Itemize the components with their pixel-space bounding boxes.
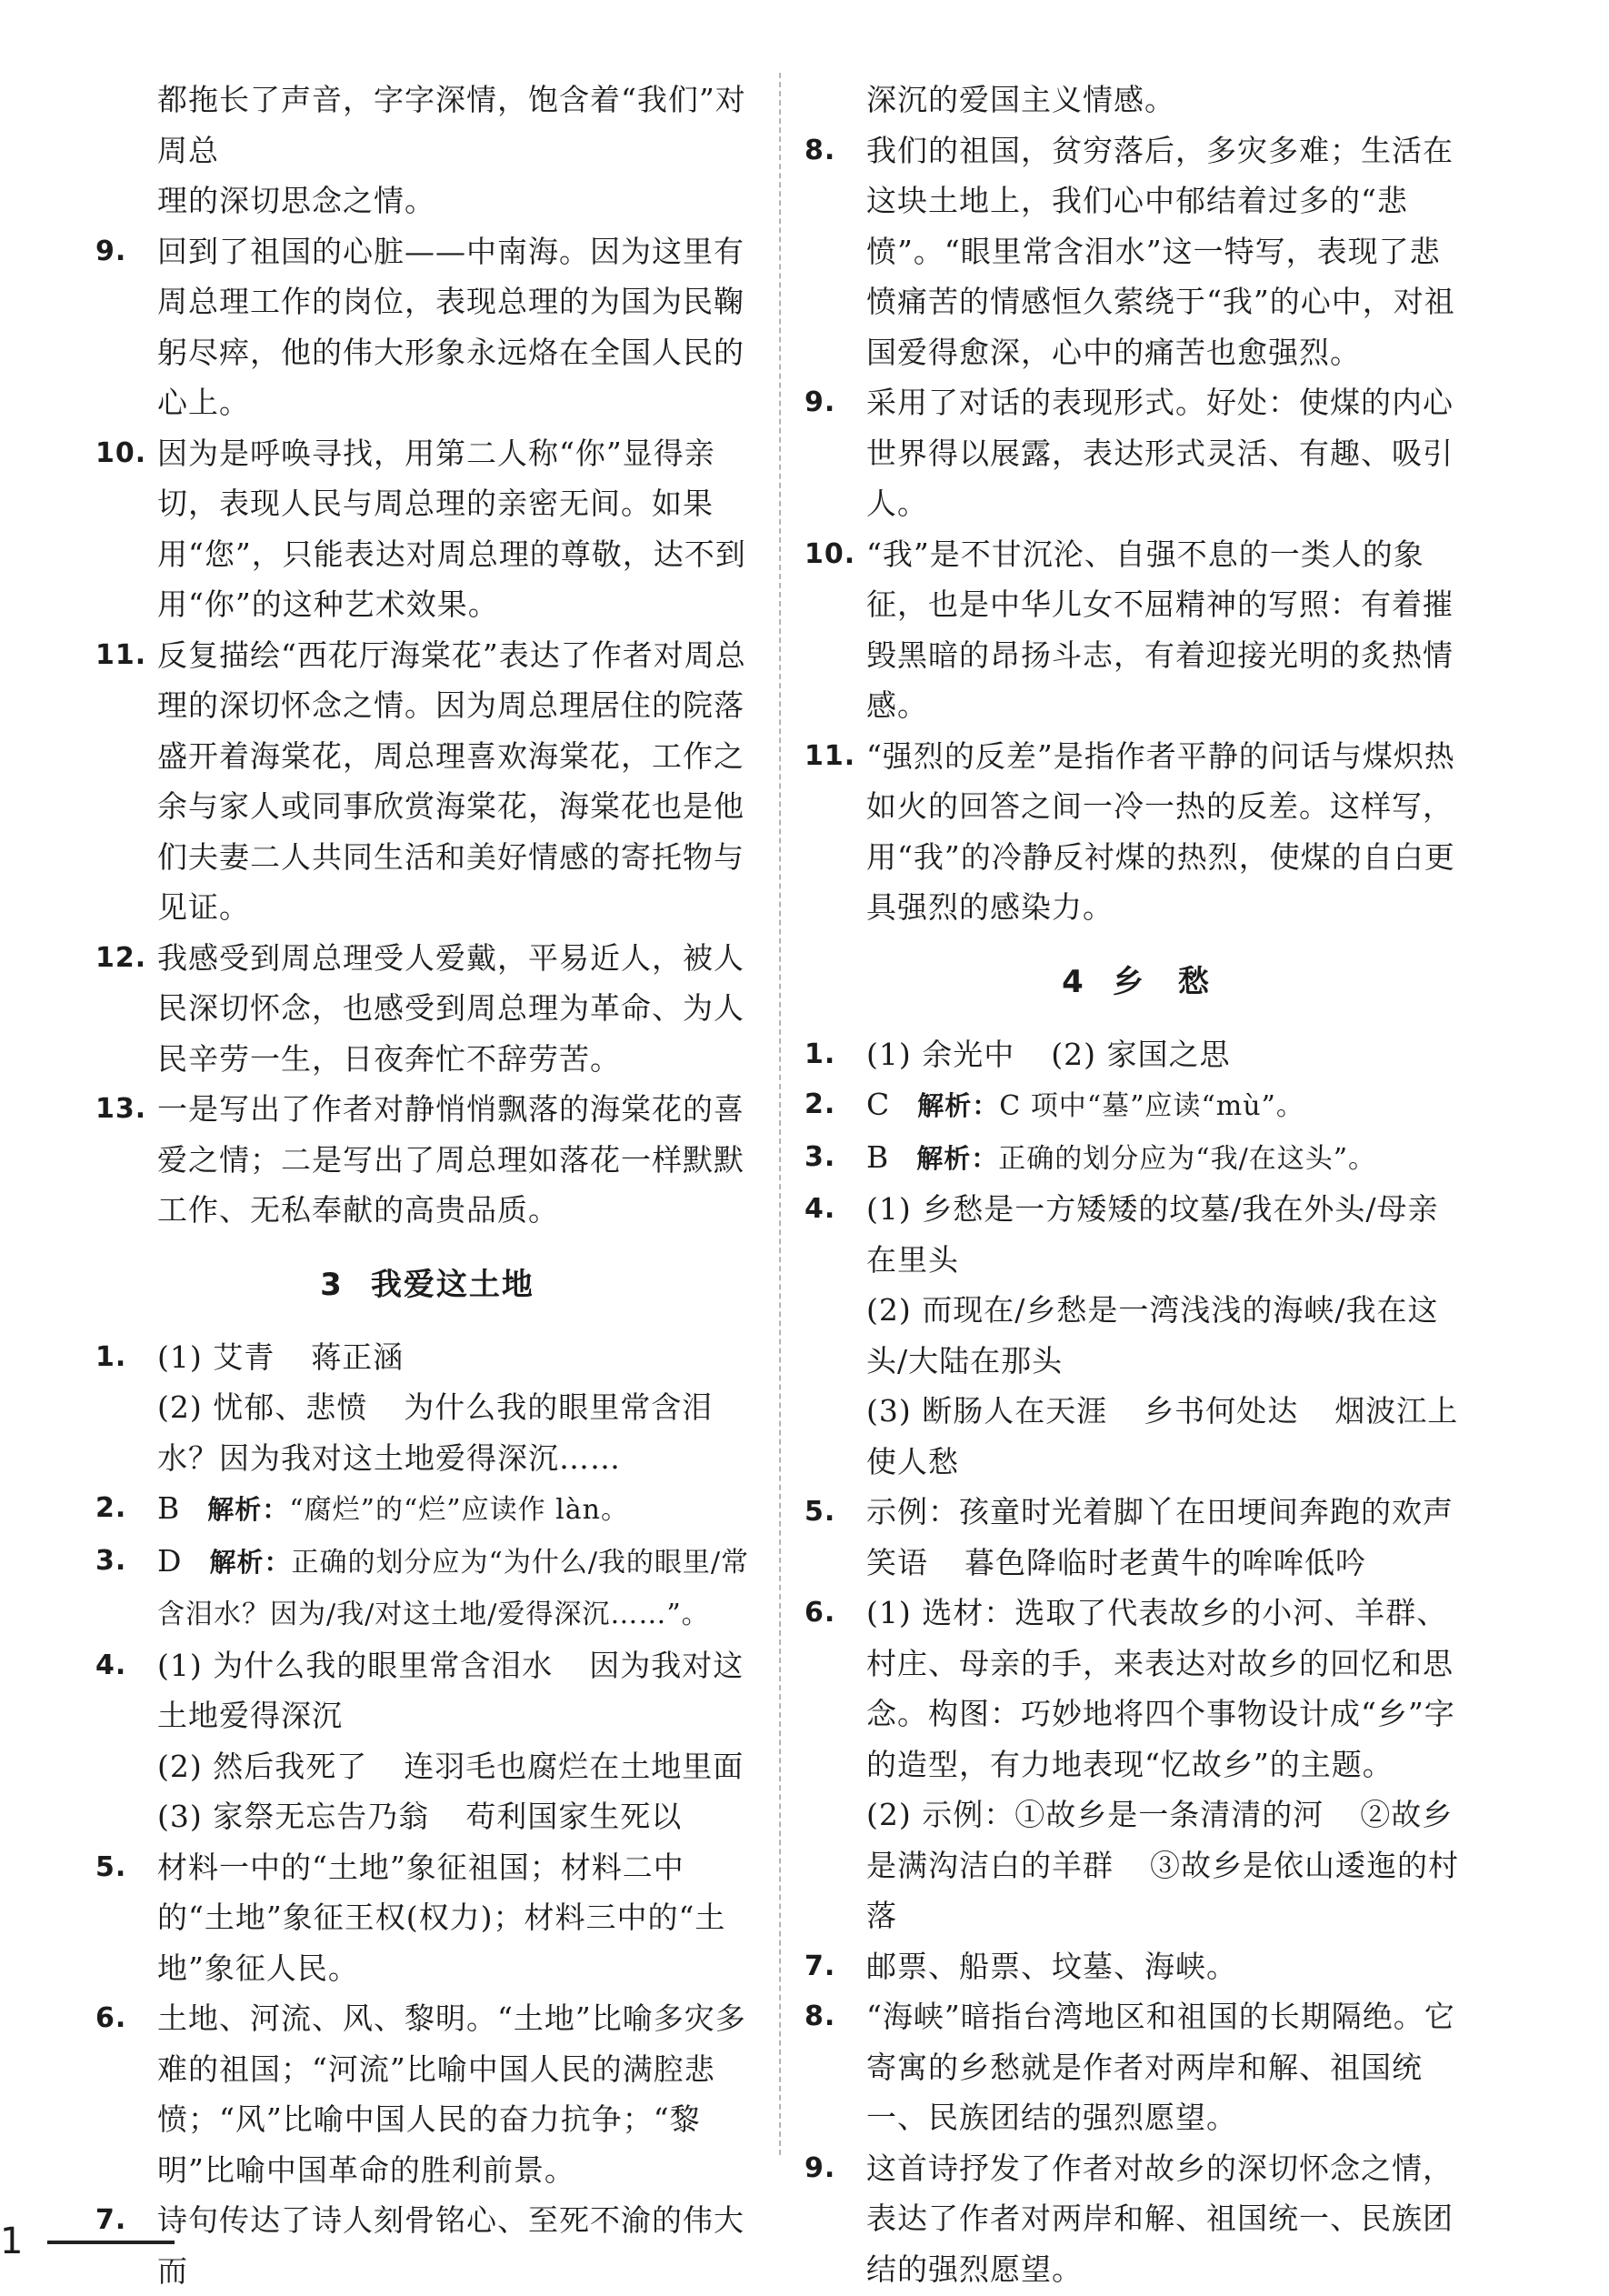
answer-item-10 [95, 428, 759, 630]
choice-answer: C [866, 1087, 891, 1122]
answer-part: (3) 家祭无忘告乃翁 [157, 1799, 430, 1834]
continued-text: 深沉的爱国主义情感。 [866, 82, 1175, 117]
choice-answer: D [157, 1542, 183, 1579]
answer-item-9 [95, 226, 759, 428]
item-text: 一是写出了作者对静悄悄飘落的海棠花的喜爱之情；二是写出了周总理如落花一样默默工作、无私奉献的高贵品质。 [157, 1091, 745, 1228]
answer-item-12 [95, 933, 759, 1085]
page-number-rule [47, 2241, 175, 2244]
choice-answer: B [866, 1138, 890, 1175]
choice-answer: B [157, 1490, 181, 1526]
item-number: 3. [95, 1544, 127, 1577]
item-text: 土地、河流、风、黎明。“土地”比喻多灾多难的祖国；“河流”比喻中国人民的满腔悲愤；“风”比喻中国人民的奋力抗争；“黎明”比喻中国革命的胜利前景。 [157, 2000, 746, 2188]
item-number: 4. [804, 1193, 836, 1225]
item-number: 4. [95, 1649, 127, 1681]
item-text: 诗句传达了诗人刻骨铭心、至死不渝的伟大而 [157, 2202, 745, 2289]
item-number: 12. [95, 941, 147, 974]
item-text: “我”是不甘沉沦、自强不息的一类人的象征，也是中华儿女不屈精神的写照：有着摧毁黑暗的昂扬斗志，有着迎接光明的炙热情感。 [866, 536, 1454, 723]
continued-line-1: 都拖长了声音，字字深情，饱含着“我们”对周总 [157, 82, 746, 168]
section-number: 4 [1062, 963, 1085, 1000]
explanation-tag: 解析： [207, 1494, 290, 1525]
answer-item-11 [804, 731, 1468, 933]
item-text: 材料一中的“土地”象征祖国；材料二中的“土地”象征王权(权力)；材料三中的“土地”象征人民。 [157, 1849, 726, 1986]
continued-text [95, 75, 759, 226]
answer-subpart: 烟波江上使人愁 [866, 1393, 1459, 1479]
item-number: 5. [95, 1850, 127, 1883]
s3-answer-1 [95, 1332, 759, 1484]
explanation-text: 正确的划分应为“我/在这头”。 [998, 1142, 1377, 1175]
page-number: 1 [0, 2221, 24, 2262]
answer-item-10 [804, 529, 1468, 731]
item-number: 1. [804, 1038, 836, 1070]
item-number: 5. [804, 1496, 836, 1528]
column-divider [779, 73, 781, 2155]
explanation-text: 正确的划分应为“为什么/我的眼里/常含泪水？因为/我/对这土地/爱得深沉……”。 [157, 1546, 750, 1630]
answer-part: (1) 选材：选取了代表故乡的小河、羊群、村庄、母亲的手，来表达对故乡的回忆和思念。构图：巧妙地将四个事物设计成“乡”字的造型，有力地表现“忆故乡”的主题。 [866, 1595, 1455, 1782]
answer-part: 因为我对这土地爱得深沉 [157, 1647, 745, 1733]
item-number: 7. [95, 2204, 127, 2236]
item-number: 11. [804, 739, 856, 772]
item-text: 因为是呼唤寻找，用第二人称“你”显得亲切，表现人民与周总理的亲密无间。如果用“您”，只能表达对周总理的尊敬，达不到用“你”的这种艺术效果。 [157, 435, 746, 622]
section-heading-3 [95, 1258, 759, 1312]
item-text: 采用了对话的表现形式。好处：使煤的内心世界得以展露，表达形式灵活、有趣、吸引人。 [866, 385, 1454, 521]
answer-item-13 [95, 1084, 759, 1236]
answer-item-11 [95, 630, 759, 933]
answer-part [866, 1790, 1468, 1941]
answer-part: (1) 乡愁是一方矮矮的坟墓/我在外头/母亲在里头 [866, 1191, 1439, 1278]
s3-answer-4 [95, 1640, 759, 1842]
item-number: 6. [804, 1597, 836, 1629]
item-text: “强烈的反差”是指作者平静的问话与煤炽热如火的回答之间一冷一热的反差。这样写，用“我”的冷静反衬煤的热烈，使煤的自白更具强烈的感染力。 [866, 737, 1455, 925]
s4-answer-9 [804, 2143, 1468, 2295]
answer-part: (2) 家国之思 [1051, 1036, 1231, 1072]
item-number: 9. [804, 2151, 836, 2184]
item-number: 13. [95, 1093, 147, 1125]
right-column [804, 75, 1468, 2294]
s4-answer-7 [804, 1941, 1468, 1992]
answer-part: (2) 忧郁、悲愤 [157, 1389, 368, 1425]
answer-part: 示例：孩童时光着脚丫在田埂间奔跑的欢声笑语 [866, 1494, 1454, 1580]
answer-item-8 [804, 125, 1468, 378]
item-text: 这首诗抒发了作者对故乡的深切怀念之情，表达了作者对两岸和解、祖国统一、民族团结的强烈愿望。 [866, 2150, 1454, 2287]
s3-answer-7 [95, 2195, 759, 2296]
item-number: 3. [804, 1140, 836, 1173]
answer-part: (1) 余光中 [866, 1036, 1015, 1072]
item-text: 邮票、船票、坟墓、海峡。 [866, 1948, 1237, 1984]
explanation-tag: 解析： [916, 1142, 999, 1174]
answer-part: (2) 然后我死了 [157, 1748, 368, 1784]
answer-part: 蒋正涵 [311, 1338, 405, 1375]
s3-answer-2 [95, 1483, 759, 1536]
item-number: 8. [804, 134, 836, 166]
answer-part [866, 1386, 1468, 1487]
explanation-tag: 解析： [917, 1090, 1000, 1121]
item-number: 10. [95, 436, 147, 469]
item-text: 反复描绘“西花厅海棠花”表达了作者对周总理的深切怀念之情。因为周总理居住的院落盛开着海棠花，周总理喜欢海棠花，工作之余与家人或同事欣赏海棠花，海棠花也是他们夫妻二人共同生活和美好情感的寄托物与见证。 [157, 637, 746, 925]
answer-subpart: (2) 示例：①故乡是一条清清的河 [866, 1797, 1324, 1832]
answer-subpart: ③故乡是依山逶迤的村落 [866, 1847, 1459, 1933]
explanation-tag: 解析： [209, 1546, 292, 1578]
explanation-text: C 项中“墓”应读“mù”。 [999, 1090, 1304, 1122]
section-title: 我爱这土地 [370, 1266, 535, 1303]
answer-subpart: ②故乡是满沟洁白的羊群 [866, 1797, 1454, 1883]
item-number: 7. [804, 1950, 836, 1982]
answer-part: (2) 而现在/乡愁是一湾浅浅的海峡/我在这头/大陆在那头 [866, 1292, 1439, 1379]
s4-answer-8 [804, 1991, 1468, 2143]
section-title: 乡 愁 [1112, 963, 1211, 1000]
item-number: 9. [804, 386, 836, 418]
explanation-text: “腐烂”的“烂”应读作 làn。 [289, 1494, 629, 1526]
item-number: 2. [804, 1088, 836, 1120]
item-text: 我们的祖国，贫穷落后，多灾多难；生活在这块土地上，我们心中郁结着过多的“悲愤”。“眼里常含泪水”这一特写，表现了悲愤痛苦的情感恒久萦绕于“我”的心中，对祖国爱得愈深，心中的痛苦也愈强烈。 [866, 132, 1455, 370]
answer-part: 苟利国家生死以 [465, 1799, 683, 1834]
answer-subpart: 乡书何处达 [1144, 1393, 1299, 1429]
item-text: 我感受到周总理受人爱戴，平易近人，被人民深切怀念，也感受到周总理为革命、为人民辛劳一生，日夜奔忙不辞劳苦。 [157, 939, 745, 1077]
answer-part: (1) 为什么我的眼里常含泪水 [157, 1647, 554, 1683]
s3-answer-6 [95, 1993, 759, 2195]
answer-part: 连羽毛也腐烂在土地里面 [404, 1748, 745, 1784]
item-text: 回到了祖国的心脏——中南海。因为这里有周总理工作的岗位，表现总理的为国为民鞠躬尽瘁，他的伟大形象永远烙在全国人民的心上。 [157, 233, 745, 420]
item-number: 6. [95, 2002, 127, 2034]
item-number: 10. [804, 537, 856, 570]
answer-part: 暮色降临时老黄牛的哞哞低吟 [964, 1544, 1366, 1580]
item-text: “海峡”暗指台湾地区和祖国的长期隔绝。它寄寓的乡愁就是作者对两岸和解、祖国统一、民族团结的强烈愿望。 [866, 1999, 1455, 2135]
left-column [95, 75, 759, 2296]
answer-part: (1) 艾青 [157, 1338, 275, 1375]
continued-line-2: 理的深切思念之情。 [157, 183, 435, 218]
answer-part: 为什么我的眼里常含泪水？因为我对这土地爱得深沉…… [157, 1389, 714, 1476]
item-number: 11. [95, 638, 147, 671]
s4-answer-1 [804, 1029, 1468, 1080]
item-number: 8. [804, 2000, 836, 2032]
item-number: 2. [95, 1492, 127, 1524]
s4-answer-6 [804, 1588, 1468, 1941]
answer-item-9 [804, 377, 1468, 529]
section-heading-4 [804, 955, 1468, 1009]
s3-answer-3 [95, 1536, 759, 1640]
item-number: 1. [95, 1340, 127, 1373]
s4-answer-4 [804, 1184, 1468, 1487]
s4-answer-5 [804, 1487, 1468, 1588]
section-number: 3 [320, 1266, 344, 1303]
s3-answer-5 [95, 1842, 759, 1994]
s4-answer-2 [804, 1079, 1468, 1132]
answer-subpart: (3) 断肠人在天涯 [866, 1393, 1108, 1429]
item-number: 9. [95, 235, 127, 267]
s4-answer-3 [804, 1132, 1468, 1185]
